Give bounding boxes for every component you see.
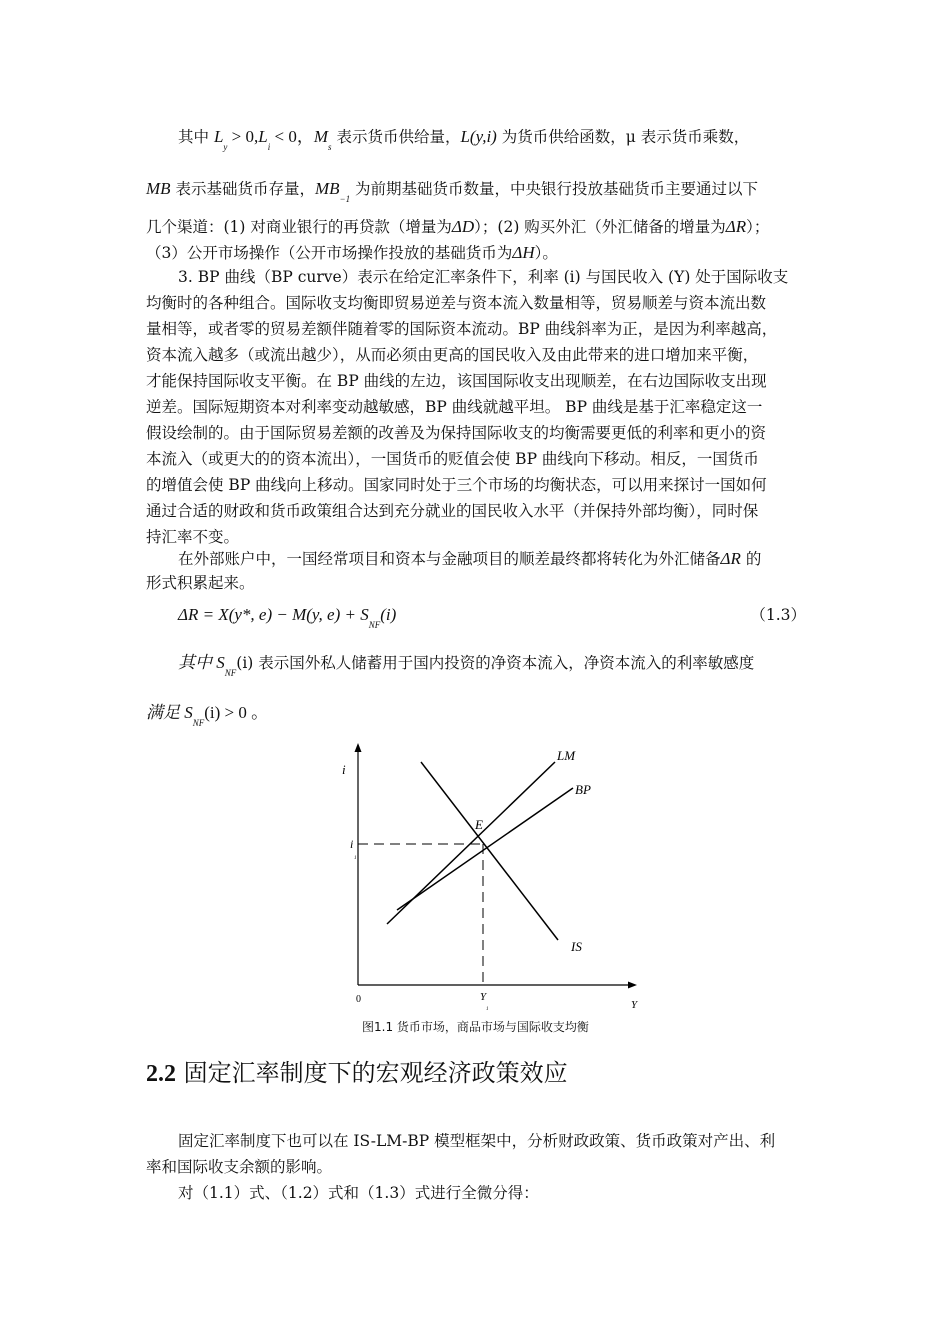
- math-lt0: < 0，: [270, 127, 314, 146]
- y1-subscript: 1: [486, 1007, 489, 1012]
- paragraph-2-line-7: 假设绘制的。由于国际贸易差额的改善及为保持国际收支的均衡需要更低的利率和更小的资: [146, 424, 767, 442]
- paragraph-2-line-11: 持汇率不变。: [146, 528, 240, 546]
- text: (i) > 0 。: [204, 703, 269, 722]
- paragraph-5: [146, 700, 806, 728]
- paragraph-2-line-10: 通过合适的财政和货币政策组合达到充分就业的国民收入水平（并保持外部均衡），同时保: [146, 502, 759, 520]
- text: 的: [740, 550, 762, 568]
- i1-subscript: 1: [354, 856, 357, 861]
- text: 为货币供给函数，μ 表示货币乘数，: [496, 128, 750, 146]
- math-L: L: [213, 127, 224, 146]
- equation-1-3: [178, 602, 806, 630]
- bp-curve: [397, 788, 573, 910]
- paragraph-1-line-2: [146, 176, 806, 204]
- subscript-NF: NF: [224, 668, 237, 678]
- paragraph-2-line-3: 量相等，或者零的贸易差额伴随着零的国际资本流动。BP 曲线斜率为正，是因为利率越高，: [146, 320, 778, 338]
- lm-curve-label: LM: [557, 748, 576, 763]
- subscript-NF: NF: [192, 718, 205, 728]
- text: ）；(2) 购买外汇（外汇储备的增量为: [474, 218, 726, 236]
- closing-line-2: 率和国际收支余额的影响。: [146, 1158, 333, 1176]
- subscript-s: s: [328, 142, 332, 152]
- subscript-y: y: [223, 142, 228, 152]
- paragraph-2-line-4: 资本流入越多（或流出越少），从而必须由更高的国民收入及由此带来的进口增加来平衡，: [146, 346, 759, 364]
- paragraph-1-line-4: [146, 240, 806, 266]
- text: 满足 S: [146, 703, 193, 722]
- equation-lhs: ΔR = X(y*, e) − M(y, e) + S: [178, 605, 369, 624]
- y-axis-arrow-icon: [355, 743, 362, 752]
- text: 其中: [178, 128, 210, 146]
- section-heading: [146, 1056, 568, 1091]
- paragraph-3-line-2: 形式积累起来。: [146, 574, 255, 592]
- paragraph-3-line-1: [178, 546, 806, 572]
- origin-label: 0: [356, 994, 361, 1005]
- subscript-i: i: [267, 142, 271, 152]
- text: ）。: [534, 244, 558, 262]
- equilibrium-point-label: E: [475, 817, 483, 832]
- paragraph-2-line-2: 均衡时的各种组合。国际收支均衡即贸易逆差与资本流入数量相等，贸易顺差与资本流出数: [146, 294, 767, 312]
- paragraph-2-line-8: 本流入（或更大的的资本流出），一国货币的贬值会使 BP 曲线向下移动。相反，一国货币: [146, 450, 759, 468]
- text: 在外部账户中，一国经常项目和资本与金融项目的顺差最终都将转化为外汇储备: [178, 550, 721, 568]
- equation-rhs: (i): [380, 605, 397, 624]
- text: 表示基础货币存量，: [170, 180, 315, 198]
- closing-line-3: 对（1.1）式、（1.2）式和（1.3）式进行全微分得：: [178, 1184, 539, 1202]
- subscript-NF: NF: [368, 620, 381, 630]
- math-MB: MB: [146, 179, 171, 198]
- y-axis-label: i: [342, 762, 346, 777]
- paragraph-2-line-9: 的增值会使 BP 曲线向上移动。国家同时处于三个市场的均衡状态，可以用来探讨一国如何: [146, 476, 767, 494]
- paragraph-2-line-1: 3. BP 曲线（BP curve）表示在给定汇率条件下，利率 (i) 与国民收入 (Y) 处于国际收支: [178, 268, 789, 286]
- i1-label: i: [350, 837, 354, 851]
- math-gt0: > 0,: [227, 127, 259, 146]
- is-curve-label: IS: [571, 939, 582, 954]
- math-M: M: [313, 127, 329, 146]
- text: 其中 S: [178, 653, 225, 672]
- x-axis-arrow-icon: [628, 982, 637, 989]
- paragraph-1-line-1: [178, 124, 806, 152]
- paragraph-1-line-3: [146, 214, 806, 240]
- y1-label: Y: [480, 991, 487, 1003]
- x-axis-label: Y: [631, 999, 638, 1011]
- math-delta-D: ΔD: [451, 217, 475, 236]
- math-MB-prev: MB: [314, 179, 340, 198]
- closing-line-1: 固定汇率制度下也可以在 IS-LM-BP 模型框架中，分析财政政策、货币政策对产出、利: [178, 1132, 776, 1150]
- text: (i) 表示国外私人储蓄用于国内投资的净资本流入，净资本流入的利率敏感度: [236, 654, 755, 672]
- is-lm-bp-diagram: [330, 740, 650, 1040]
- math-Lyi: L(y,i): [460, 127, 497, 146]
- paragraph-2-line-6: 逆差。国际短期资本对利率变动越敏感，BP 曲线就越平坦。 BP 曲线是基于汇率稳定这一: [146, 398, 763, 416]
- math-delta-R: ΔR: [720, 549, 741, 568]
- math-L2: L: [258, 127, 268, 146]
- text: 为前期基础货币数量，中央银行投放基础货币主要通过以下: [350, 180, 759, 198]
- math-delta-R: ΔR: [725, 217, 747, 236]
- equation-number: （1.3）: [750, 606, 806, 624]
- math-delta-H: ΔH: [512, 243, 535, 262]
- text: 表示货币供给量，: [331, 128, 461, 146]
- text: 几个渠道：(1) 对商业银行的再贷款（增量为: [146, 218, 452, 236]
- text: ）；: [746, 218, 770, 236]
- bp-curve-label: BP: [575, 782, 591, 797]
- paragraph-4: [178, 650, 806, 678]
- subscript-minus1: −1: [339, 194, 351, 204]
- section-title: 固定汇率制度下的宏观经济政策效应: [176, 1059, 568, 1087]
- figure-caption: 图1.1 货币市场，商品市场与国际收支均衡: [362, 1020, 589, 1034]
- paragraph-2-line-5: 才能保持国际收支平衡。在 BP 曲线的左边，该国国际收支出现顺差，在右边国际收支出现: [146, 372, 767, 390]
- section-number: 2.2: [146, 1061, 176, 1087]
- is-curve: [421, 762, 558, 940]
- text: （3）公开市场操作（公开市场操作投放的基础货币为: [146, 244, 513, 262]
